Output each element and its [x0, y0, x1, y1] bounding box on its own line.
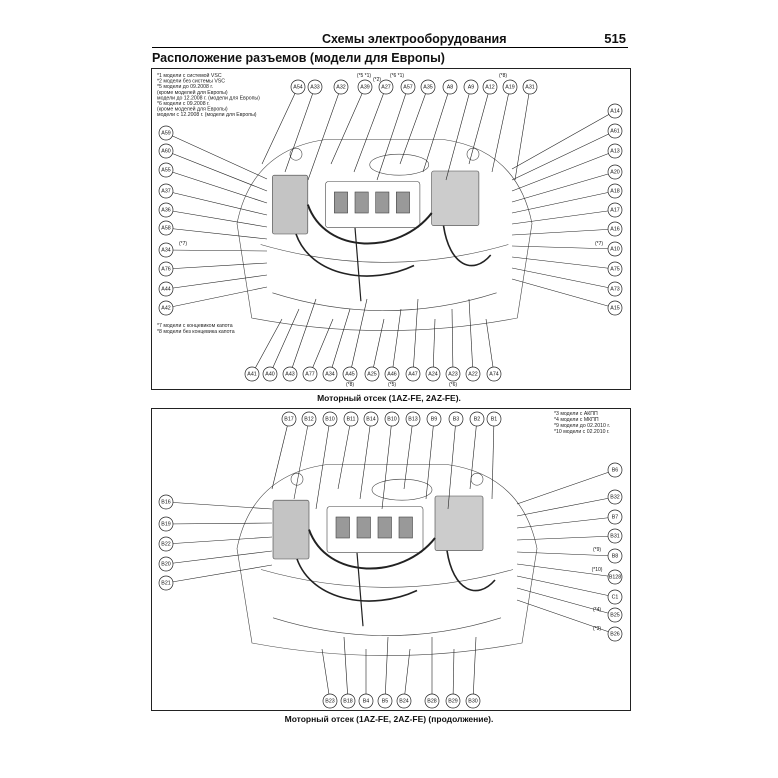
connector-label: B10 — [325, 416, 335, 423]
leader-line — [512, 268, 615, 289]
ignition-coil — [355, 192, 368, 213]
leader-line — [272, 419, 289, 489]
leader-line — [423, 87, 450, 172]
leader-line — [166, 250, 267, 251]
connector-label: B4 — [362, 698, 370, 705]
wire-harness — [447, 551, 495, 591]
asterisk-note: (*8) — [498, 73, 508, 79]
connector-label: B2 — [473, 416, 481, 423]
ignition-coil — [396, 192, 409, 213]
connector-label: A54 — [293, 84, 303, 91]
strut-mount — [471, 473, 483, 485]
connector-label: B30 — [468, 698, 478, 705]
leader-line — [453, 649, 454, 701]
connector-label: A8 — [446, 84, 454, 91]
connector-label: B9 — [430, 416, 438, 423]
leader-line — [473, 637, 476, 701]
connector-label: B7 — [611, 514, 619, 521]
connector-label: A37 — [161, 188, 171, 195]
connector-label: A12 — [485, 84, 495, 91]
connector-label: C1 — [611, 594, 619, 601]
note-text: (кроме моделей для Европы) — [157, 89, 228, 96]
connector-label: A77 — [305, 371, 315, 378]
connector-label: A58 — [161, 225, 171, 232]
connector-label: A60 — [161, 148, 171, 155]
leader-line — [290, 299, 316, 374]
leader-line — [354, 87, 386, 172]
leader-line — [285, 87, 315, 172]
leader-line — [166, 191, 267, 215]
leader-line — [166, 523, 272, 524]
relay-box — [435, 496, 483, 551]
connector-label: B24 — [399, 698, 409, 705]
leader-line — [404, 419, 413, 489]
connector-label: A57 — [403, 84, 413, 91]
asterisk-note: (*6 *1) — [389, 73, 405, 79]
engine-bay-diagram-1 — [152, 69, 630, 389]
engine-bay-diagram-2 — [152, 409, 630, 710]
connector-label: A34 — [161, 247, 171, 254]
leader-line — [385, 637, 388, 701]
wire-harness — [297, 559, 417, 601]
connector-label: A19 — [505, 84, 515, 91]
leader-line — [166, 170, 267, 203]
leader-line — [448, 419, 456, 509]
leader-line — [492, 87, 510, 172]
connector-label: B22 — [161, 541, 171, 548]
air-intake — [372, 479, 432, 500]
ignition-coil — [334, 192, 347, 213]
connector-label: B128 — [608, 574, 622, 581]
note-text: *10 модели с 02.2010 г. — [554, 429, 610, 435]
wire-harness — [357, 553, 363, 627]
connector-label: A23 — [448, 371, 458, 378]
ignition-coil — [336, 517, 350, 538]
asterisk-note: (*6) — [448, 382, 458, 388]
leader-line — [166, 551, 272, 564]
connector-label: A44 — [161, 286, 171, 293]
leader-line — [330, 309, 350, 374]
leader-line — [512, 191, 615, 213]
connector-label: A25 — [367, 371, 377, 378]
connector-label: B21 — [161, 580, 171, 587]
wire-harness — [296, 234, 414, 276]
connector-label: A39 — [360, 84, 370, 91]
connector-label: A76 — [161, 266, 171, 273]
leader-line — [166, 263, 267, 269]
ignition-coil — [376, 192, 389, 213]
connector-label: A24 — [428, 371, 438, 378]
connector-label: A43 — [285, 371, 295, 378]
panel-2-caption: Моторный отсек (1AZ-FE, 2AZ-FE) (продолжение). — [284, 714, 494, 724]
leader-line — [470, 419, 477, 489]
connector-label: A61 — [610, 128, 620, 135]
leader-line — [404, 649, 410, 701]
leader-line — [322, 649, 330, 701]
connector-label: B16 — [161, 499, 171, 506]
asterisk-note: (*5) — [387, 382, 397, 388]
page-number: 515 — [604, 31, 626, 46]
connector-label: A73 — [610, 286, 620, 293]
leader-line — [166, 210, 267, 227]
leader-line — [512, 279, 615, 308]
asterisk-note: (*7) — [594, 241, 604, 247]
connector-label: B13 — [408, 416, 418, 423]
connector-label: B25 — [610, 612, 620, 619]
connector-label: A14 — [610, 108, 620, 115]
leader-line — [166, 565, 272, 583]
asterisk-note: (*2) — [372, 77, 382, 83]
connector-label: B12 — [304, 416, 314, 423]
connector-label: B3 — [452, 416, 460, 423]
leader-line — [262, 87, 298, 164]
leader-line — [469, 299, 473, 374]
leader-line — [316, 419, 330, 509]
connector-label: A18 — [610, 188, 620, 195]
battery-box — [272, 175, 307, 234]
connector-label: B6 — [611, 467, 619, 474]
connector-label: A27 — [381, 84, 391, 91]
diagram-panel-2 — [151, 408, 631, 711]
connector-label: A34 — [325, 371, 335, 378]
leader-line — [166, 287, 267, 308]
leader-line — [331, 87, 365, 164]
leader-line — [512, 172, 615, 202]
connector-label: B28 — [427, 698, 437, 705]
asterisk-note: (*3) — [592, 626, 602, 632]
asterisk-note: (*5 *1) — [356, 73, 372, 79]
connector-label: A75 — [610, 266, 620, 273]
leader-line — [433, 319, 435, 374]
note-text: (кроме моделей для Европы) — [157, 106, 228, 113]
connector-label: A74 — [489, 371, 499, 378]
note-text: *5 модели до 09.2008 г. — [157, 84, 214, 91]
connector-label: A41 — [247, 371, 257, 378]
connector-label: B1 — [490, 416, 498, 423]
leader-line — [469, 87, 490, 164]
leader-line — [512, 257, 615, 269]
connector-label: B8 — [611, 553, 619, 560]
leader-line — [512, 229, 615, 235]
section-title: Расположение разъемов (модели для Европы) — [152, 51, 445, 65]
ignition-coil — [399, 517, 413, 538]
connector-label: B32 — [610, 494, 620, 501]
leader-line — [392, 309, 401, 374]
asterisk-note: (*7) — [178, 241, 188, 247]
grille-line — [272, 293, 496, 311]
connector-label: B29 — [448, 698, 458, 705]
ignition-coil — [378, 517, 392, 538]
connector-label: A35 — [423, 84, 433, 91]
leader-line — [517, 497, 615, 516]
relay-box — [432, 171, 479, 226]
leader-line — [166, 228, 267, 239]
leader-line — [166, 275, 267, 289]
asterisk-note: (*9) — [592, 547, 602, 553]
wire-harness — [308, 205, 432, 244]
diagram-panel-1 — [151, 68, 631, 390]
connector-label: B31 — [610, 533, 620, 540]
leader-line — [486, 319, 494, 374]
leader-line — [517, 536, 615, 540]
connector-label: A22 — [468, 371, 478, 378]
connector-label: A32 — [336, 84, 346, 91]
connector-label: B5 — [381, 698, 389, 705]
connector-label: A55 — [161, 167, 171, 174]
wire-harness — [355, 228, 361, 302]
connector-label: A15 — [610, 305, 620, 312]
leader-line — [372, 319, 384, 374]
connector-label: A46 — [387, 371, 397, 378]
leader-line — [426, 419, 434, 499]
connector-label: A40 — [265, 371, 275, 378]
leader-line — [517, 470, 615, 504]
connector-label: A47 — [408, 371, 418, 378]
note-text: *1 модели с системой VSC — [157, 73, 222, 79]
note-text: модели с 12.2008 г. (модели для Европы) — [157, 112, 257, 119]
grille-line — [273, 618, 501, 636]
connector-label: B19 — [161, 521, 171, 528]
note-text: *6 модели с 09.2008 г. — [157, 101, 210, 107]
front-bumper-line — [261, 245, 509, 263]
leader-line — [166, 151, 267, 191]
connector-label: A31 — [525, 84, 535, 91]
leader-line — [512, 210, 615, 224]
panel-1-caption: Моторный отсек (1AZ-FE, 2AZ-FE). — [317, 393, 461, 403]
connector-label: A16 — [610, 226, 620, 233]
connector-label: B23 — [325, 698, 335, 705]
leader-line — [360, 419, 371, 499]
leader-line — [512, 131, 615, 180]
leader-line — [512, 111, 615, 169]
page-header — [152, 31, 628, 48]
note-text: *8 модели без концевика капота — [157, 329, 235, 335]
connector-label: A59 — [161, 130, 171, 137]
connector-label: A13 — [610, 148, 620, 155]
strut-mount — [290, 148, 302, 160]
connector-label: A33 — [310, 84, 320, 91]
leader-line — [492, 419, 494, 499]
connector-label: B14 — [366, 416, 376, 423]
note-text: модели до 12.2008 г. (модели для Европы) — [157, 95, 260, 102]
connector-label: B11 — [346, 416, 356, 423]
asterisk-note: (*4) — [592, 607, 602, 613]
leader-line — [512, 151, 615, 191]
leader-line — [517, 517, 615, 528]
note-text: *2 модели без системы VSC — [157, 78, 225, 85]
connector-label: B17 — [284, 416, 294, 423]
connector-label: B26 — [610, 631, 620, 638]
leader-line — [446, 87, 471, 180]
wire-harness — [309, 530, 435, 569]
engine-bay-drawing — [237, 140, 532, 331]
connector-label: B20 — [161, 561, 171, 568]
battery-box — [273, 500, 309, 559]
connector-label: B18 — [343, 698, 353, 705]
note-text: *7 модели с концевиком капота — [157, 323, 233, 329]
note-text: *9 модели до 02.2010 г. — [554, 423, 611, 429]
leader-line — [166, 537, 272, 544]
leader-line — [252, 319, 282, 374]
connector-label: A10 — [610, 246, 620, 253]
header-title: Схемы электрооборудования — [322, 32, 507, 46]
leader-line — [294, 419, 309, 499]
ignition-coil — [357, 517, 371, 538]
leader-line — [350, 299, 367, 374]
leader-line — [517, 576, 615, 597]
connector-label: A42 — [161, 305, 171, 312]
bay-outline — [237, 140, 532, 331]
note-text: *3 модели с АКПП — [554, 411, 598, 417]
asterisk-note: (*8) — [345, 382, 355, 388]
connector-label: A20 — [610, 169, 620, 176]
leader-line — [166, 133, 267, 179]
leader-line — [270, 309, 299, 374]
air-intake — [370, 154, 429, 175]
connector-label: A9 — [467, 84, 475, 91]
leader-line — [382, 419, 392, 509]
connector-label: A45 — [345, 371, 355, 378]
front-bumper-line — [261, 570, 513, 588]
wire-harness — [444, 226, 491, 266]
leader-line — [308, 87, 341, 180]
note-text: *4 модели с МКПП — [554, 417, 599, 423]
leader-line — [452, 309, 453, 374]
leader-line — [344, 637, 348, 701]
leader-line — [338, 419, 351, 489]
connector-label: A17 — [610, 207, 620, 214]
asterisk-note: (*10) — [591, 567, 603, 573]
leader-line — [377, 87, 408, 180]
connector-label: B10 — [387, 416, 397, 423]
connector-label: A36 — [161, 207, 171, 214]
leader-line — [413, 299, 418, 374]
